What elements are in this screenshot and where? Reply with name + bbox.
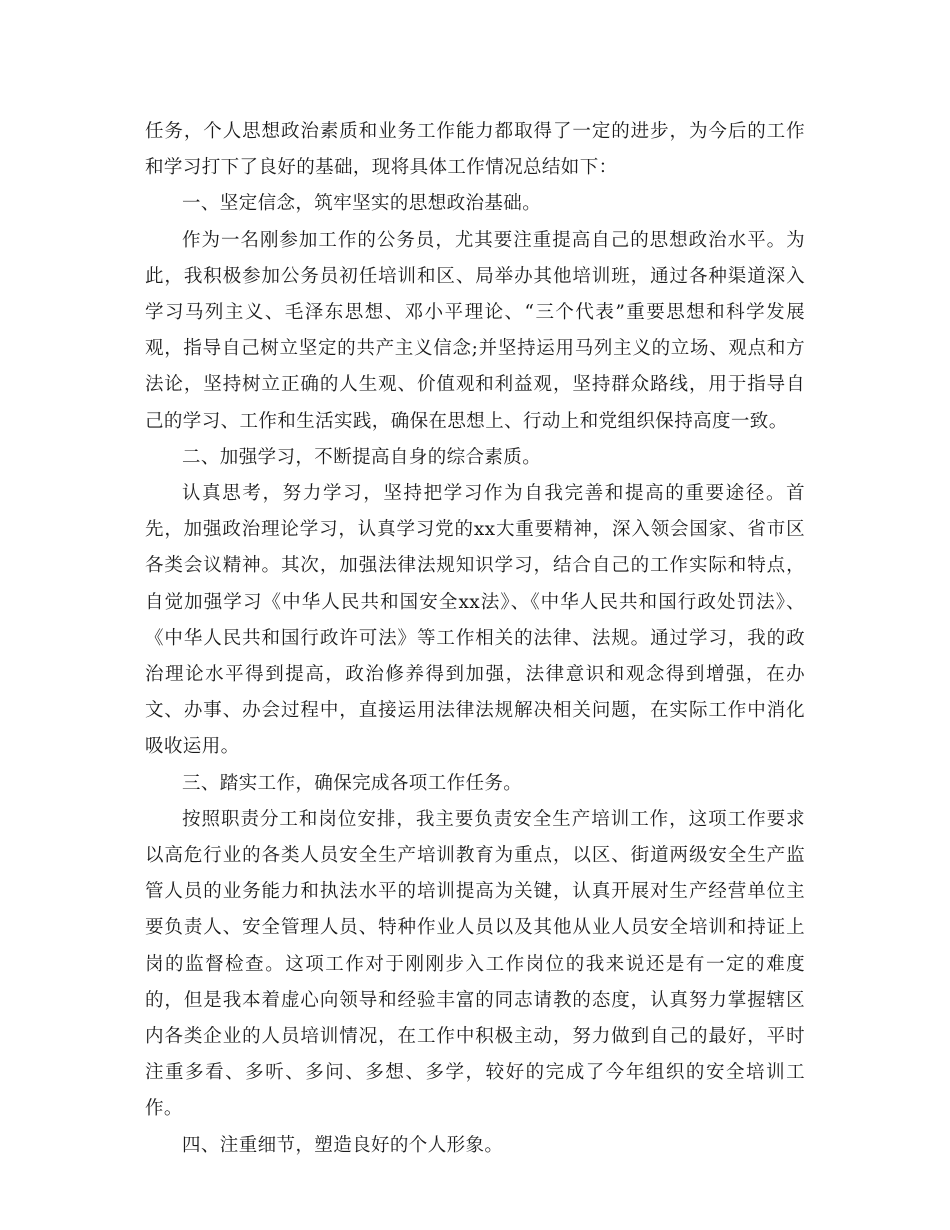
section-heading-4: 四、注重细节，塑造良好的个人形象。	[182, 1134, 504, 1156]
document-body	[145, 114, 805, 1164]
paragraph-section-1: 作为一名刚参加工作的公务员，尤其要注重提高自己的思想政治水平。为此，我积极参加公务员初任培训和区、局举办其他培训班，通过各种渠道深入学习马列主义、毛泽东思想、邓小平理论、“三个代表”重要思想和科学发展观，指导自己树立坚定的共产主义信念;并坚持运用马列主义的立场、观点和方法论，坚持树立正确的人生观、价值观和利益观，坚持群众路线，用于指导自己的学习、工作和生活实践，确保在思想上、行动上和党组织保持高度一致。	[145, 229, 805, 432]
paragraph-continuation: 任务，个人思想政治素质和业务工作能力都取得了一定的进步，为今后的工作和学习打下了良好的基础，现将具体工作情况总结如下：	[145, 121, 805, 179]
paragraph-section-2: 认真思考，努力学习，坚持把学习作为自我完善和提高的重要途径。首先，加强政治理论学习，认真学习党的xx大重要精神，深入领会国家、省市区各类会议精神。其次，加强法律法规知识学习，结合自己的工作实际和特点，自觉加强学习《中华人民共和国安全xx法》、《中华人民共和国行政处罚法》、《中华人民共和国行政许可法》等工作相关的法律、法规。通过学习，我的政治理论水平得到提高，政治修养得到加强，法律意识和观念得到增强，在办文、办事、办会过程中，直接运用法律法规解决相关问题，在实际工作中消化吸收运用。	[145, 483, 805, 758]
section-heading-1: 一、坚定信念，筑牢坚实的思想政治基础。	[182, 193, 542, 215]
section-heading-2: 二、加强学习，不断提高自身的综合素质。	[182, 446, 542, 468]
section-heading-3: 三、踏实工作，确保完成各项工作任务。	[182, 772, 523, 794]
paragraph-section-3: 按照职责分工和岗位安排，我主要负责安全生产培训工作，这项工作要求以高危行业的各类人员安全生产培训教育为重点，以区、街道两级安全生产监管人员的业务能力和执法水平的培训提高为关键，认真开展对生产经营单位主要负责人、安全管理人员、特种作业人员以及其他从业人员安全培训和持证上岗的监督检查。这项工作对于刚刚步入工作岗位的我来说还是有一定的难度的，但是我本着虚心向领导和经验丰富的同志请教的态度，认真努力掌握辖区内各类企业的人员培训情况，在工作中积极主动，努力做到自己的最好，平时注重多看、多听、多问、多想、多学，较好的完成了今年组织的安全培训工作。	[145, 808, 805, 1120]
